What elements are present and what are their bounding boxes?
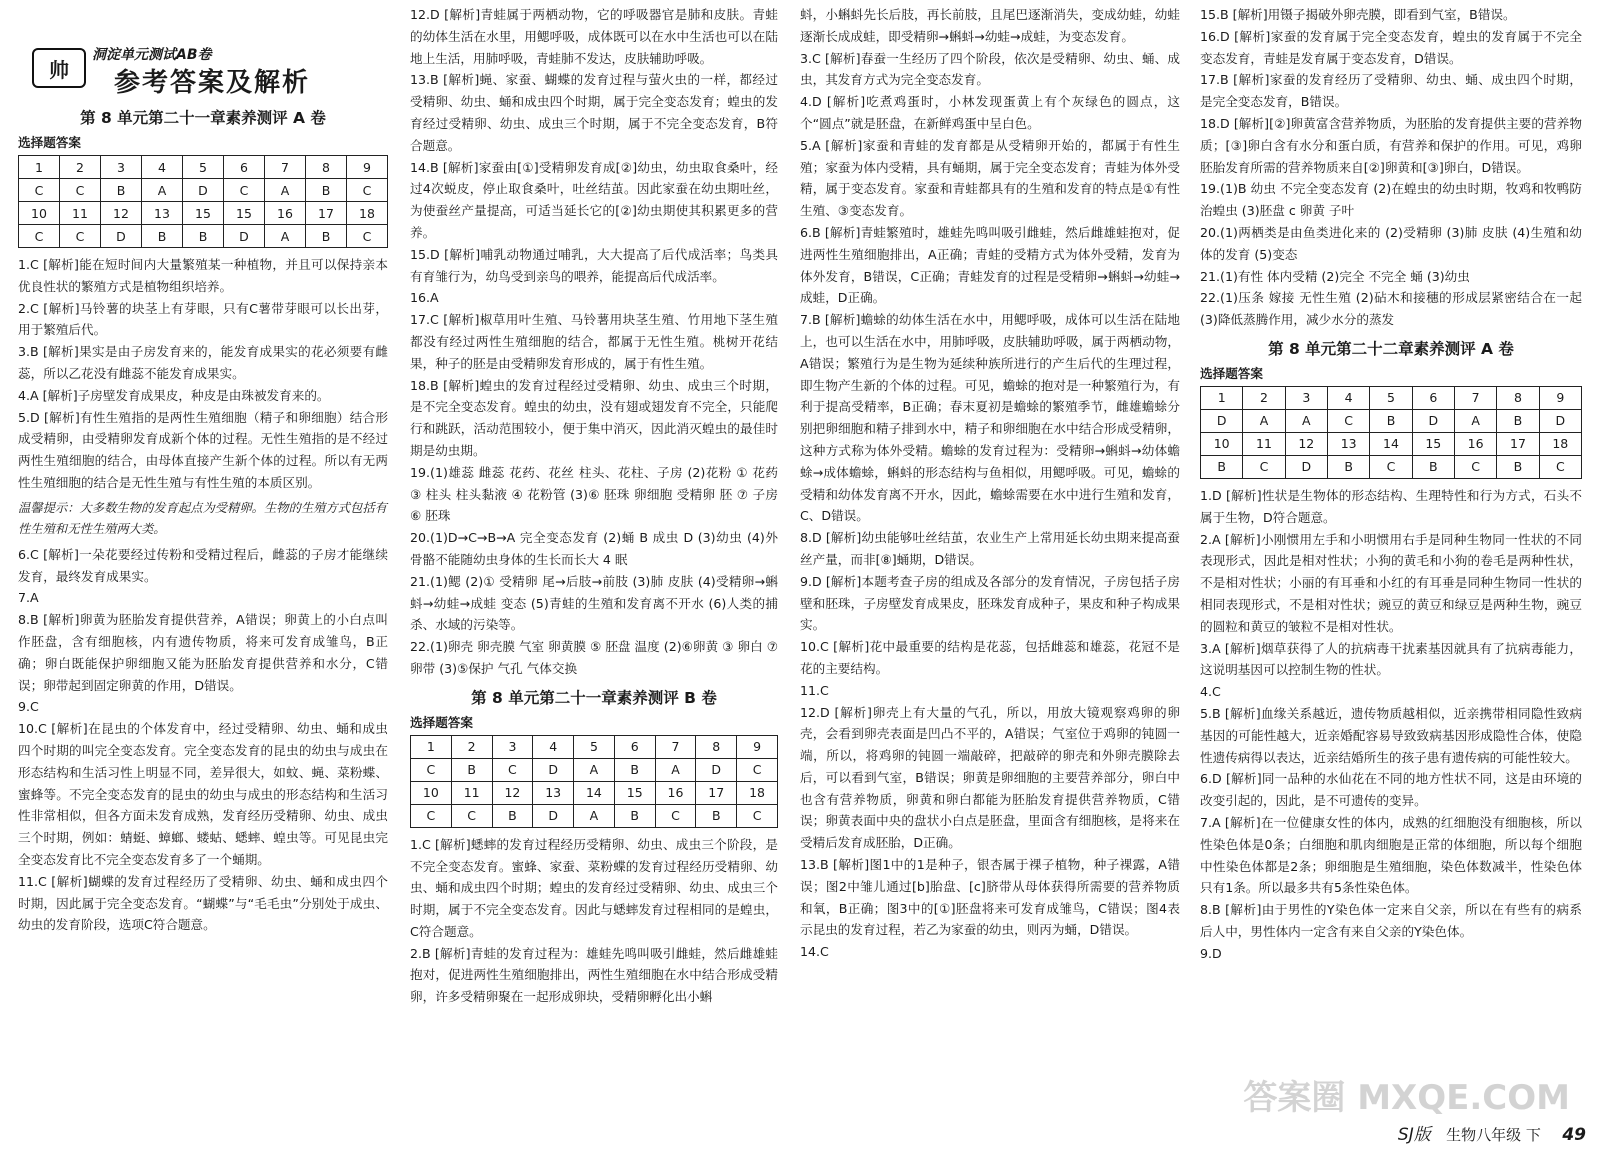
question-number-cell: 10 [1201,432,1243,455]
answer-item: 6.C [解析]一朵花要经过传粉和受精过程后，雌蕊的子房才能继续发育，最终发育成果实。 [18,546,388,584]
answer-item: 13.B [解析]图1中的1是种子，银杏属于裸子植物，种子裸露，A错误；图2中雏儿通过[b]胎盘、[c]脐带从母体获得所需要的营养物质和氧，B正确；图3中的[①]胚盘将来可发育成雏鸟，C错误；图4表示昆虫的发育过程，若乙为家蚕的幼虫，则丙为蛹，D错误。 [800,857,1180,938]
answer-cell: C [1327,409,1369,432]
answer-item: 15.B [解析]用镊子揭破外卵壳膜，即看到气室，B错误。 [1200,7,1516,22]
answer-item: 9.D [解析]本题考查子房的组成及各部分的发育情况，子房包括子房壁和胚珠，子房壁发育成果皮，胚珠发育成种子，果皮和种子构成果实。 [800,573,1180,633]
answer-cell: A [265,225,306,248]
answer-cell: C [492,758,533,781]
answer-item: 5.B [解析]血缘关系越近，遗传物质越相似，近亲携带相同隐性致病基因的可能性越大，近亲婚配容易导致致病基因形成隐性合体，使隐性遗传病得以表达，近亲结婚所生的孩子患有遗传病的可能性较大。 [1200,705,1582,765]
answer-table-22a [1200,386,1582,479]
column-4 [1190,0,1590,1161]
question-number-cell: 4 [142,156,183,179]
publisher-logo: 帅 [32,48,86,88]
answer-item: 10.C [解析]在昆虫的个体发育中，经过受精卵、幼虫、蛹和成虫四个时期的叫完全变态发育。完全变态发育的昆虫的幼虫与成虫在形态结构和生活习性上明显不同，差异很大，如蚊、蝇、菜粉蝶、蜜蜂等。不完全变态发育的昆虫的幼虫与成虫的形态结构和生活习性非常相似，但各方面未发育成熟，发育经历受精卵、幼虫、成虫三个时期，例如：蜻蜓、蟑螂、蝼蛄、蟋蟀、蝗虫等。可见昆虫完全变态发育比不完全变态发育多了一个蛹期。 [18,721,388,867]
answer-item: 15.D [解析]哺乳动物通过哺乳，大大提高了后代成活率；鸟类具有育雏行为，幼鸟受到亲鸟的喂养，能提高后代成活率。 [410,246,778,284]
answer-cell: A [574,804,615,827]
answer-cell: A [655,758,696,781]
question-number-cell: 13 [533,781,574,804]
question-number-cell: 18 [737,781,778,804]
answer-cell: B [1412,455,1454,478]
question-number-cell: 17 [696,781,737,804]
choice-answers-label: 选择题答案 [1200,365,1263,381]
section-title-21b: 第 8 单元第二十一章素养测评 B 卷 [471,688,717,707]
question-number-row [411,781,778,804]
answer-cell: C [1370,455,1412,478]
answer-cell: D [533,804,574,827]
answer-cell: D [1201,409,1243,432]
answer-item: 8.B [解析]由于男性的Y染色体一定来自父亲，所以在有些有的病系后人中，男性体内一定含有来自父亲的Y染色体。 [1200,902,1582,939]
answer-cell: C [1243,455,1285,478]
answer-item: 13.B [解析]蝇、家蚕、蝴蝶的发育过程与萤火虫的一样，都经过受精卵、幼虫、蛹和成虫四个时期，属于完全变态发育；蝗虫的发育经过受精卵、幼虫、成虫三个时期，属于不完全变态发育，B符合题意。 [410,72,778,153]
question-number-cell: 11 [60,202,101,225]
answer-item: 17.C [解析]椒草用叶生殖、马铃薯用块茎生殖、竹用地下茎生殖都没有经过两性生殖细胞的结合，都属于无性生殖。桃树开花结果，种子的胚是由受精卵发育形成的，属于有性生殖。 [410,312,778,371]
question-number-cell: 10 [411,781,452,804]
question-number-row [411,735,778,758]
answer-item: 22.(1)卵壳 卵壳膜 气室 卵黄膜 ⑤ 胚盘 温度 (2)⑥卵黄 ③ 卵白 ⑦ 卵带 (3)⑤保护 气孔 气体交换 [410,639,778,676]
answer-cell: A [142,179,183,202]
answer-item: 8.D [解析]幼虫能够吐丝结茧，农业生产上常用延长幼虫期来提高蚕丝产量，而非[⑧]蛹期，D错误。 [800,530,1180,567]
answer-item: 3.B [解析]果实是由子房发育来的，能发育成果实的花必须要有雌蕊，所以乙花没有雌蕊不能发育成果实。 [18,344,388,381]
question-number-cell: 6 [224,156,265,179]
answer-item: 20.(1)两栖类是由鱼类进化来的 (2)受精卵 (3)肺 皮肤 (4)生殖和幼体的发育 (5)变态 [1200,224,1582,262]
answer-cell: B [1497,409,1539,432]
answer-cell: B [1327,455,1369,478]
answer-row [411,758,778,781]
answers-list-col1 [18,254,388,936]
subject-label: 生物八年级 下 [1446,1126,1541,1144]
answer-cell: A [265,179,306,202]
column-2 [400,0,788,1161]
page-footer [1398,1120,1586,1145]
question-number-cell: 12 [492,781,533,804]
question-number-cell: 8 [696,735,737,758]
answer-row [1201,409,1582,432]
answer-item: 14.C [800,944,829,960]
answer-item: 4.A [解析]子房壁发育成果皮，种皮是由珠被发育来的。 [18,387,330,403]
answer-cell: B [183,225,224,248]
question-number-row [19,202,388,225]
question-number-cell: 10 [19,202,60,225]
question-number-cell: 9 [737,735,778,758]
answer-item: 2.B [解析]青蛙的发育过程为：雄蛙先鸣叫吸引雌蛙，然后雌雄蛙抱对，促进两性生殖细胞排出，两性生殖细胞在水中结合形成受精卵，许多受精卵聚在一起形成卵块，受精卵孵化出小蝌 [410,945,778,1005]
answer-item: 1.D [解析]性状是生物体的形态结构、生理特性和行为方式，石头不属于生物，D符合题意。 [1200,487,1582,525]
question-number-cell: 15 [1412,432,1454,455]
answer-cell: C [19,179,60,202]
question-number-cell: 3 [1285,386,1327,409]
question-number-cell: 16 [655,781,696,804]
question-number-cell: 18 [347,202,388,225]
answer-cell: D [533,758,574,781]
answer-item: 1.C [解析]蟋蟀的发育过程经历受精卵、幼虫、成虫三个阶段，是不完全变态发育。蜜蜂、家蚕、菜粉蝶的发育过程经历受精卵、幼虫、蛹和成虫四个时期；蝗虫的发育经过受精卵、幼虫、成虫三个时期，属于不完全变态发育。因此与蟋蟀发育过程相同的是蝗虫，C符合题意。 [410,836,778,939]
question-number-cell: 18 [1539,432,1581,455]
answer-cell: B [1497,455,1539,478]
answer-cell: B [306,179,347,202]
question-number-cell: 3 [492,735,533,758]
answer-item: 8.B [解析]卵黄为胚胎发育提供营养，A错误；卵黄上的小白点叫作胚盘，含有细胞核，内有遗传物质，将来可发育成雏鸟，B正确；卵白既能保护卵细胞又能为胚胎发育提供营养和水分，C错误；卵带起到固定卵黄的作用，D错误。 [18,612,388,693]
answer-item: 6.B [解析]青蛙繁殖时，雄蛙先鸣叫吸引雌蛙，然后雌雄蛙抱对，促进两性生殖细胞排出，A正确；青蛙的受精方式为体外受精，发育为体外发育，B错误，C正确；青蛙发育的过程是受精卵→蝌蚪→幼蛙→成蛙，D正确。 [800,224,1180,306]
answers-list-col4b [1200,485,1582,965]
answer-cell: B [306,225,347,248]
answer-cell: C [1539,455,1581,478]
answer-item: 9.D [1200,945,1222,961]
question-number-cell: 16 [265,202,306,225]
answer-row [411,804,778,827]
answer-cell: C [655,804,696,827]
answer-cell: C [737,758,778,781]
question-number-cell: 14 [574,781,615,804]
answer-item: 蚪，小蝌蚪先长后肢，再长前肢，且尾巴逐渐消失，变成幼蛙，幼蛙逐渐长成成蛙，即受精卵→蝌蚪→幼蛙→成蛙，为变态发育。 [800,7,1180,44]
answer-cell: B [142,225,183,248]
question-number-cell: 1 [411,735,452,758]
question-number-cell: 15 [614,781,655,804]
answer-cell: C [19,225,60,248]
answer-cell: C [224,179,265,202]
question-number-row [1201,386,1582,409]
answer-cell: C [60,225,101,248]
answer-item: 7.B [解析]蟾蜍的幼体生活在水中，用鳃呼吸，成体可以生活在陆地上，也可以生活在水中，用肺呼吸，皮肤辅助呼吸，属于两栖动物，A错误；繁殖行为是生物为延续种族所进行的产生后代的生理过程，即生物产生新的个体的过程。可见，蟾蜍的抱对是一种繁殖行为，有利于提高受精率，B正确；春末夏初是蟾蜍的繁殖季节，雌雄蟾蜍分别把卵细胞和精子排到水中，精子和卵细胞在水中结合形成受精卵，这种方式称为体外受精。蟾蜍的发育过程为：受精卵→蝌蚪→幼体蟾蜍→成体蟾蜍，蝌蚪的形态结构与鱼相似，用鳃呼吸。可见，蟾蜍的受精和幼体发育离不开水，因此，蟾蜍需要在水中进行生殖和发育，C、D错误。 [800,312,1180,524]
answers-list-col2 [410,4,778,680]
answer-cell: A [1243,409,1285,432]
answer-cell: D [1285,455,1327,478]
answer-cell: D [1412,409,1454,432]
answer-item: 6.D [解析]同一品种的水仙花在不同的地方性状不同，这是由环境的改变引起的，因此，是不可遗传的变异。 [1200,771,1582,809]
question-number-cell: 3 [101,156,142,179]
answer-item: 1.C [解析]能在短时间内大量繁殖某一种植物，并且可以保持亲本优良性状的繁殖方式是植物组织培养。 [18,257,388,294]
answer-cell: B [1370,409,1412,432]
answer-cell: B [1201,455,1243,478]
section-title-21a: 第 8 单元第二十一章素养测评 A 卷 [80,109,326,127]
answer-cell: C [347,225,388,248]
question-number-cell: 11 [1243,432,1285,455]
answer-item: 19.(1)雄蕊 雌蕊 花药、花丝 柱头、花柱、子房 (2)花粉 ① 花药 ③ 柱头 柱头黏液 ④ 花粉管 (3)⑥ 胚珠 卵细胞 受精卵 胚 ⑦ 子房 ⑥ 胚珠 [410,464,778,524]
answer-cell: D [696,758,737,781]
answer-cell: D [224,225,265,248]
question-number-cell: 7 [1454,386,1496,409]
answer-cell: D [183,179,224,202]
answer-item: 9.C [18,699,39,715]
answer-item: 2.A [解析]小刚惯用左手和小明惯用右手是同种生物同一性状的不同表现形式，因此是相对性状；小狗的黄毛和小狗的卷毛是两种性状，不是相对性状；小丽的有耳垂和小红的有耳垂是同种生物同一性状的相同表现形式，不是相对性状；豌豆的黄豆和绿豆是两种生物，豌豆的圆粒和黄豆的皱粒不是相对性状。 [1200,531,1582,634]
answers-list-col3 [800,4,1180,963]
question-number-cell: 5 [183,156,224,179]
question-number-cell: 2 [60,156,101,179]
answer-item: 3.A [解析]烟草获得了人的抗病毒干扰素基因就具有了抗病毒能力，这说明基因可以控制生物的性状。 [1200,640,1582,678]
answer-item: 14.B [解析]家蚕由[①]受精卵发育成[②]幼虫，幼虫取食桑叶，经过4次蜕皮，停止取食桑叶，吐丝结茧。因此家蚕在幼虫期吐丝，为使蚕丝产量提高，可适当延长它的[②]幼虫期使其积累更多的营养。 [410,159,778,240]
answer-cell: B [451,758,492,781]
answer-cell: A [574,758,615,781]
question-number-cell: 8 [1497,386,1539,409]
answer-item: 16.D [解析]家蚕的发育属于完全变态发育，蝗虫的发育属于不完全变态发育，青蛙是发育属于变态发育，D错误。 [1200,28,1582,66]
question-number-cell: 15 [183,202,224,225]
answer-cell: B [614,804,655,827]
question-number-cell: 13 [1327,432,1369,455]
question-number-row [19,156,388,179]
question-number-cell: 5 [574,735,615,758]
answer-item: 7.A [18,590,39,606]
question-number-row [1201,432,1582,455]
answer-item: 21.(1)有性 体内受精 (2)完全 不完全 蛹 (3)幼虫 [1200,268,1470,284]
answer-item: 11.C [解析]蝴蝶的发育过程经历了受精卵、幼虫、蛹和成虫四个时期，因此属于完全变态发育。“蝴蝶”与“毛毛虫”分别处于成虫、幼虫的发育阶段，选项C符合题意。 [18,873,388,933]
question-number-cell: 9 [347,156,388,179]
answer-cell: C [451,804,492,827]
question-number-cell: 14 [1370,432,1412,455]
answer-item: 10.C [解析]花中最重要的结构是花蕊，包括雌蕊和雄蕊，花冠不是花的主要结构。 [800,639,1180,676]
answer-item: 17.B [解析]家蚕的发育经历了受精卵、幼虫、蛹、成虫四个时期，是完全变态发育，B错误。 [1200,72,1582,110]
column-1 [0,0,398,1161]
answer-item: 2.C [解析]马铃薯的块茎上有芽眼，只有C薯带芽眼可以长出芽，用于繁殖后代。 [18,300,388,338]
answer-cell: C [1454,455,1496,478]
choice-answers-label: 选择题答案 [18,135,81,150]
series-name: 洞淀单元测试AB卷 [92,47,212,63]
answer-cell: A [1285,409,1327,432]
answer-table-21b [410,735,778,828]
answer-item: 20.(1)D→C→B→A 完全变态发育 (2)蛹 B 成虫 D (3)幼虫 (4)外骨骼不能随幼虫身体的生长而长大 4 眠 [410,530,778,567]
answer-item: 12.D [解析]青蛙属于两栖动物，它的呼吸器官是肺和皮肤。青蛙的幼体生活在水里，用鳃呼吸，成体既可以在水中生活也可以在陆地上生活，用肺呼吸，青蛙肺不发达，皮肤辅助呼吸。 [410,7,778,66]
answers-list-col2b [410,834,778,1008]
answer-row [19,225,388,248]
answers-list-col4 [1200,4,1582,331]
answer-item: 19.(1)B 幼虫 不完全变态发育 (2)在蝗虫的幼虫时期，牧鸡和牧鸭防治蝗虫 (3)胚盘 c 卵黄 子叶 [1200,181,1582,219]
answer-item: 22.(1)压条 嫁接 无性生殖 (2)砧木和接穗的形成层紧密结合在一起 (3)降低蒸腾作用，减少水分的蒸发 [1200,290,1582,328]
page-header [18,0,388,100]
question-number-cell: 4 [1327,386,1369,409]
question-number-cell: 13 [142,202,183,225]
answer-row [19,179,388,202]
question-number-cell: 17 [306,202,347,225]
answer-cell: B [614,758,655,781]
question-number-cell: 1 [19,156,60,179]
question-number-cell: 12 [1285,432,1327,455]
question-number-cell: 8 [306,156,347,179]
answer-cell: A [1454,409,1496,432]
answer-item: 3.C [解析]春蚕一生经历了四个阶段，依次是受精卵、幼虫、蛹、成虫，其发育方式为完全变态发育。 [800,50,1180,88]
answer-item: 5.D [解析]有性生殖指的是两性生殖细胞（精子和卵细胞）结合形成受精卵，由受精卵发育成新个体的过程。无性生殖指的是不经过两性生殖细胞的结合，由母体直接产生新个体的过程。所以有无两性生殖细胞的结合是无性生殖与有性生殖的本质区别。 [18,409,388,490]
watermark: 答案圈 MXQE.COM [1243,1078,1570,1118]
answer-cell: B [696,804,737,827]
section-title-22a: 第 8 单元第二十二章素养测评 A 卷 [1268,339,1514,358]
question-number-cell: 6 [614,735,655,758]
answer-item: 18.D [解析][②]卵黄富含营养物质，为胚胎的发育提供主要的营养物质；[③]卵白含有水分和蛋白质，有营养和保护的作用。可见，鸡卵胚胎发育所需的营养物质来自[②]卵黄和[③]卵白，D错误。 [1200,115,1582,175]
question-number-cell: 9 [1539,386,1581,409]
answer-cell: C [411,804,452,827]
question-number-cell: 4 [533,735,574,758]
answer-item: 18.B [解析]蝗虫的发育过程经过受精卵、幼虫、成虫三个时期，是不完全变态发育。蝗虫的幼虫，没有翅或翅发育不完全，只能爬行和跳跃，活动范围较小，便于集中消灭，因此消灭蝗虫的最佳时期是幼虫期。 [410,377,778,458]
answer-cell: C [347,179,388,202]
page-title: 参考答案及解析 [114,68,311,98]
answer-item: 21.(1)鳃 (2)① 受精卵 尾→后肢→前肢 (3)肺 皮肤 (4)受精卵→蝌蚪→幼蛙→成蛙 变态 (5)青蛙的生殖和发育离不开水 (6)人类的捕杀、水域的污染等。 [410,573,778,633]
column-3 [790,0,1190,1161]
page-number: 49 [1562,1125,1586,1145]
question-number-cell: 12 [101,202,142,225]
answer-table-21a [18,155,388,248]
answer-cell: C [60,179,101,202]
question-number-cell: 11 [451,781,492,804]
answer-item: 5.A [解析]家蚕和青蛙的发育都是从受精卵开始的，都属于有性生殖；家蚕为体内受精，具有蛹期，属于完全变态发育；青蛙为体外受精，属于变态发育。家蚕和青蛙都具有的生殖和发育的特点是①有性生殖、③变态发育。 [800,137,1180,219]
question-number-cell: 7 [655,735,696,758]
answer-row [1201,455,1582,478]
question-number-cell: 17 [1497,432,1539,455]
answer-cell: B [101,179,142,202]
question-number-cell: 2 [1243,386,1285,409]
edition-label: SJ版 [1397,1125,1431,1145]
answer-item: 4.D [解析]吃煮鸡蛋时，小林发现蛋黄上有个灰绿色的圆点，这个“圆点”就是胚盘，在新鲜鸡蛋中呈白色。 [800,94,1180,131]
question-number-cell: 6 [1412,386,1454,409]
answer-cell: B [492,804,533,827]
answer-item: 12.D [解析]卵壳上有大量的气孔，所以，用放大镜观察鸡卵的卵壳，会看到卵壳表面是凹凸不平的，A错误；气室位于鸡卵的钝圆一端，所以，将鸡卵的钝圆一端敲碎，把敲碎的卵壳和外卵壳膜除去后，可以看到气室，B错误；卵黄是卵细胞的主要营养部分，卵白中也含有营养物质，卵黄和卵白都能为胚胎发育提供营养物质，C错误；卵黄表面中央的盘状小白点是胚盘，里面含有细胞核，是将来在受精后发育成胚胎，D正确。 [800,704,1180,851]
answer-cell: C [737,804,778,827]
answer-item: 11.C [800,682,829,698]
question-number-cell: 1 [1201,386,1243,409]
answer-cell: D [101,225,142,248]
question-number-cell: 2 [451,735,492,758]
answer-cell: C [411,758,452,781]
question-number-cell: 15 [224,202,265,225]
question-number-cell: 16 [1454,432,1496,455]
warm-tip: 温馨提示：大多数生物的发育起点为受精卵。生物的生殖方式包括有性生殖和无性生殖两大类。 [18,500,387,536]
choice-answers-label: 选择题答案 [410,714,473,730]
answer-cell: D [1539,409,1581,432]
answer-item: 7.A [解析]在一位健康女性的体内，成熟的红细胞没有细胞核，所以性染色体是0条；白细胞和肌肉细胞是正常的体细胞，所以每个细胞中性染色体都是2条；卵细胞是生殖细胞，染色体数减半，性染色体只有1条。所以最多共有5条性染色体。 [1200,814,1582,896]
question-number-cell: 5 [1370,386,1412,409]
question-number-cell: 7 [265,156,306,179]
answer-item: 4.C [1200,684,1221,700]
answer-item: 16.A [410,290,439,306]
